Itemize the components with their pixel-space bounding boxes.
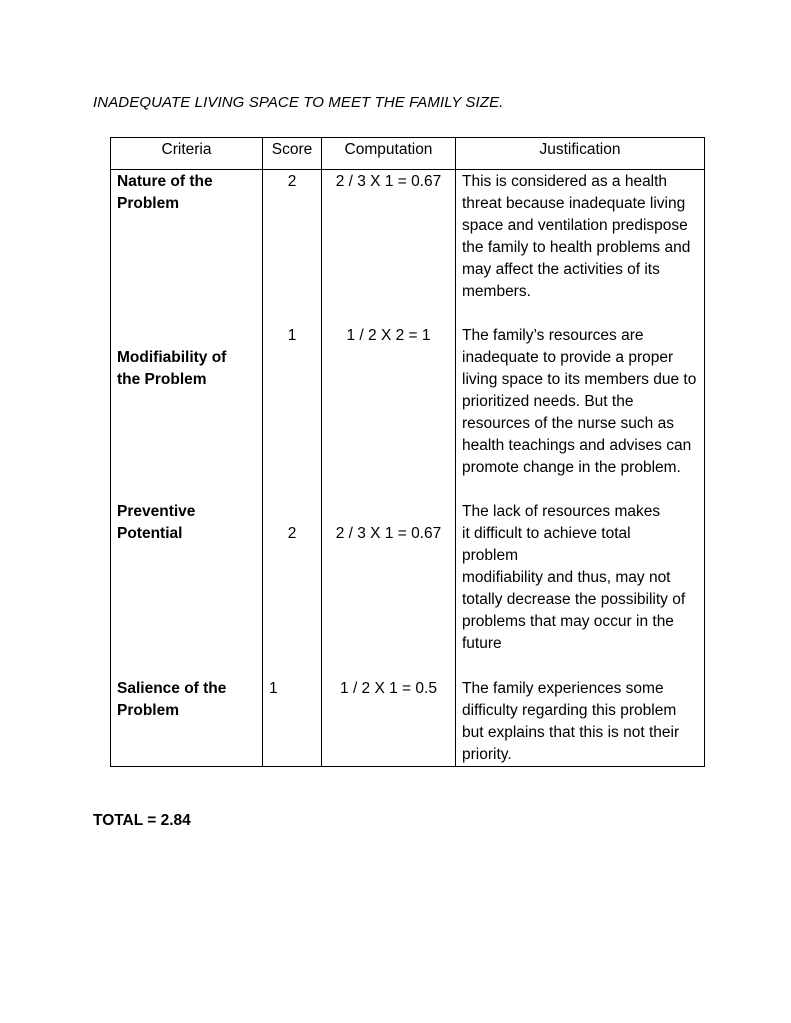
- justification-modifiability: The family’s resources are inadequate to provide a proper living space to its members due to prioritized needs. But the resources of the nurse such as health teachings and advises can promote change in the problem.: [462, 327, 697, 476]
- page-title: INADEQUATE LIVING SPACE TO MEET THE FAMILY SIZE.: [93, 94, 504, 111]
- table-row: [111, 325, 705, 501]
- criteria-modifiability: Modifiability of the Problem: [117, 349, 227, 388]
- computation-modifiability: 1 / 2 X 2 = 1: [346, 327, 431, 344]
- header-score: Score: [263, 138, 322, 170]
- table-header-row: [111, 138, 705, 170]
- criteria-preventive: Preventive Potential: [117, 503, 196, 542]
- score-salience: 1: [269, 680, 278, 697]
- total-score: TOTAL = 2.84: [93, 812, 191, 829]
- score-modifiability: 1: [287, 327, 297, 344]
- score-preventive: 2: [287, 525, 297, 542]
- criteria-nature: Nature of the Problem: [117, 173, 213, 212]
- computation-preventive: 2 / 3 X 1 = 0.67: [335, 525, 442, 542]
- computation-nature: 2 / 3 X 1 = 0.67: [335, 173, 442, 190]
- header-justification: Justification: [456, 138, 705, 170]
- computation-salience: 1 / 2 X 1 = 0.5: [340, 680, 437, 697]
- table-row: [111, 501, 705, 678]
- header-computation: Computation: [322, 138, 456, 170]
- header-criteria: Criteria: [111, 138, 263, 170]
- table-row: [111, 170, 705, 326]
- score-nature: 2: [287, 173, 297, 190]
- justification-salience: The family experiences some difficulty regarding this problem but explains that this is not their priority.: [462, 680, 680, 763]
- criteria-salience: Salience of the Problem: [117, 680, 227, 719]
- justification-preventive-line1: The lack of resources makes it difficult to achieve total problem: [462, 503, 661, 564]
- prioritization-table: [110, 137, 705, 767]
- justification-nature: This is considered as a health threat because inadequate living space and ventilation predispose the family to health problems and may affect the activities of its members.: [462, 173, 691, 300]
- table-row: [111, 678, 705, 767]
- justification-preventive-line2: modifiability and thus, may not totally decrease the possibility of problems that may occur in the future: [462, 569, 686, 652]
